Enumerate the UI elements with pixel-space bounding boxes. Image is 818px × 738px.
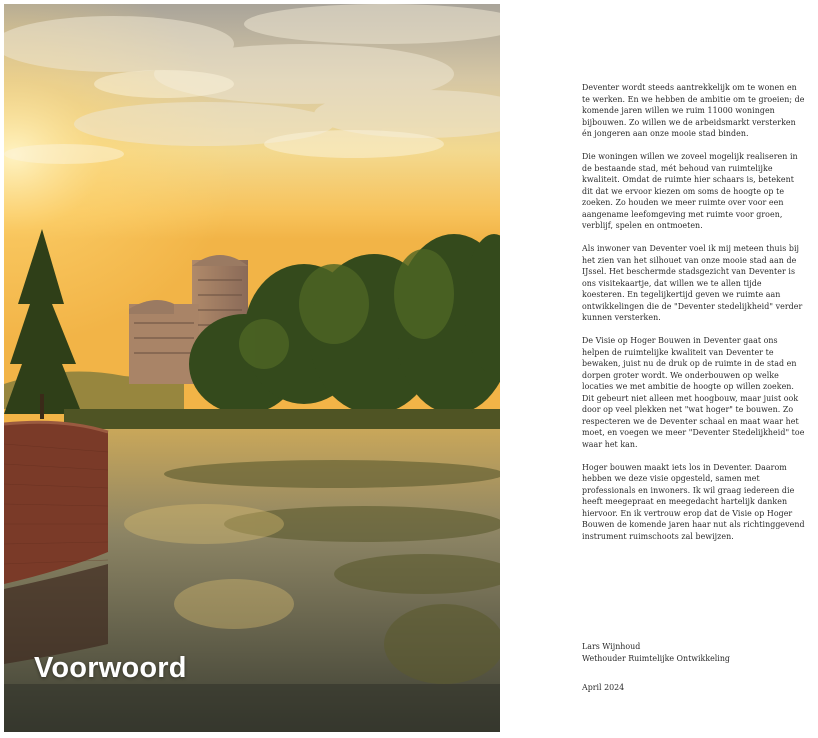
paragraph-3: Als inwoner van Deventer voel ik mij meteen thuis bij het zien van het silhouet van onze mooie stad aan de IJssel. Het beschermde stadsgezicht van Deventer is ons visitekaartje, dat willen we te allen tijde koesteren. En tegelijkertijd geven we ruimte aan ontwikkelingen die de "Deventer stedelijkheid" verder kunnen versterken. [582, 244, 803, 322]
signature-role: Wethouder Ruimtelijke Ontwikkeling [582, 653, 730, 663]
paragraph-1: Deventer wordt steeds aantrekkelijk om te wonen en te werken. En we hebben de ambitie om te groeien; de komende jaren willen we ruim 11000 woningen bijbouwen. Zo willen we de arbeidsmarkt versterken én jongeren aan onze mooie stad binden. [582, 83, 805, 138]
cover-photo [4, 4, 500, 732]
signature-name: Lars Wijnhoud [582, 642, 641, 651]
foreword-text [582, 82, 806, 554]
paragraph-4: De Visie op Hoger Bouwen in Deventer gaat ons helpen de ruimtelijke kwaliteit van Deventer te bewaken, juist nu de druk op de ruimte in de stad en dorpen groter wordt. We onderbouwen op welke locaties we met ambitie de hoogte op willen zoeken. Dit gebeurt niet alleen met hoogbouw, maar juist ook door op veel plekken net "wat hoger" te bouwen. Zo respecteren we de Deventer schaal en maat waar het moet, en voegen we meer "Deventer Stedelijkheid" toe waar het kan. [582, 336, 805, 449]
cover-title: Voorwoord [34, 652, 187, 684]
paragraph-5: Hoger bouwen maakt iets los in Deventer. Daarom hebben we deze visie opgesteld, samen met professionals en inwoners. Ik wil graag iedereen die heeft meegepraat en meegedacht hartelijk danken hiervoor. En ik vertrouw erop dat de Visie op Hoger Bouwen de komende jaren haar nut als richtinggevend instrument ruimschoots zal bewijzen. [582, 462, 805, 541]
paragraph-2: Die woningen willen we zoveel mogelijk realiseren in de bestaande stad, mét behoud van ruimtelijke kwaliteit. Omdat de ruimte hier schaars is, betekent dit dat we ervoor kiezen om soms de hoogte op te zoeken. Zo houden we meer ruimte over voor een aangename leefomgeving met ruimte voor groen, verblijf, spelen en ontmoeten. [582, 152, 798, 230]
signature-block [582, 641, 806, 664]
publication-date: April 2024 [582, 683, 625, 692]
cover-photo-illustration [4, 4, 500, 732]
